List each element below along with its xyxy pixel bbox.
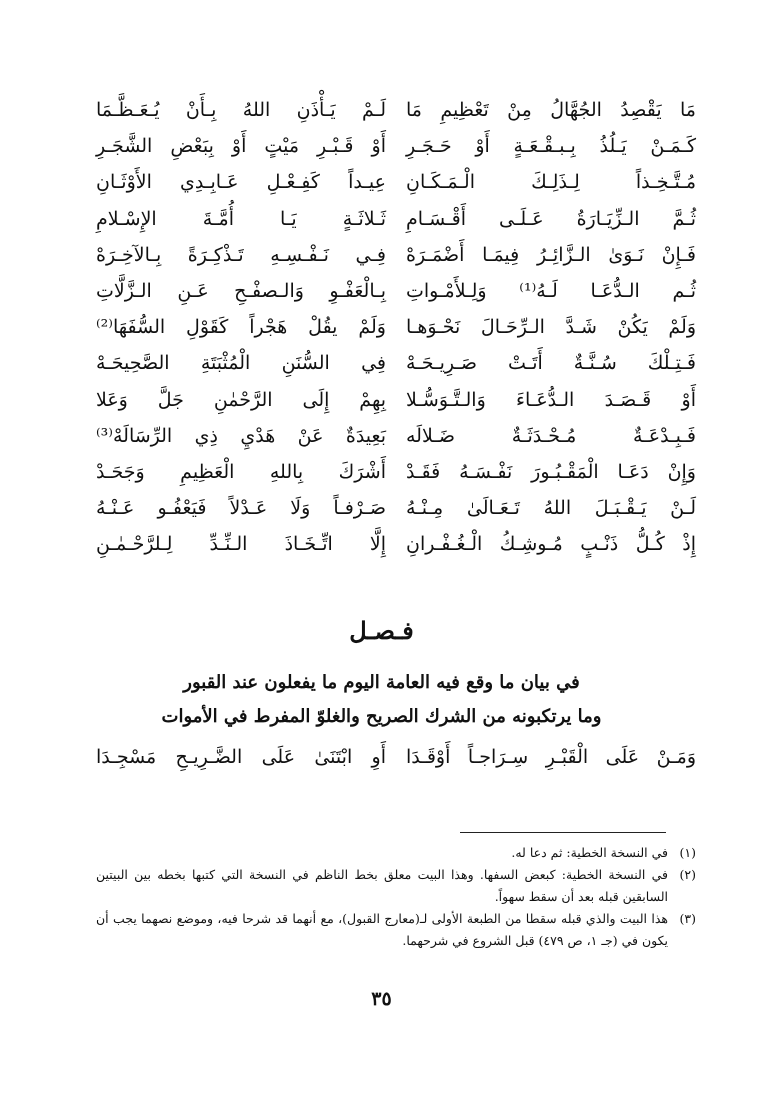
footnote (96, 864, 696, 908)
footnote (96, 842, 696, 864)
verse-row (96, 418, 696, 454)
footnote-number: (١) (679, 845, 696, 860)
verse-first-hemistich: مَا يَقْصِدُ الجُهَّالُ مِنْ تَعْظِيمِ مَا (406, 99, 696, 122)
footnote-number: (٣) (679, 911, 696, 926)
section-heading: فـصـل (349, 616, 414, 645)
verse-first-hemistich: مُـتَّـخِـذاً لِـذَلِـكَ الْـمَـكَـانِ (406, 171, 696, 194)
verse-second-hemistich: عِيـداً كَفِـعْـلِ عَـابِـدِي الأَوْثَـانِ (96, 171, 386, 194)
verse-row (96, 382, 696, 418)
verse-second-hemistich: أَوْ قَـبْـرِ مَيْتٍ أَوْ بِبَعْضِ الشَّجَـرِ (96, 135, 386, 158)
footnote-separator (460, 832, 666, 833)
verse-first-hemistich: وَإِنْ دَعَـا الْمَقْـبُـورَ نَفْـسَـهُ فَقَـدْ (406, 460, 696, 483)
verse-row (96, 490, 696, 526)
section-opening-verse (96, 746, 696, 768)
verse-second-hemistich: وَلَمْ يقُلْ هَجْراً كَقَوْلِ السُّفَهَا⁽²⁾ (96, 316, 386, 339)
verse-second-hemistich: لَـمْ يَـأْذَنِ اللهُ بِـأَنْ يُـعَـظَّـمَا (96, 99, 386, 122)
footnote-text: في النسخة الخطية: ثم دعا له. (511, 845, 668, 860)
footnote-text: هذا البيت والذي قبله سقطا من الطبعة الأولى لـ(معارج القبول)، مع أنهما قد شرحا فيه، وموضع نصهما يجب أن يكون في (جـ ١، ص ٤٧٩) قبل الشروع في شرحهما. (96, 911, 668, 948)
verse-second-hemistich: أَشْرَكَ بِاللهِ الْعَظِيمِ وَجَحَـدْ (96, 460, 386, 483)
verse-second-hemistich: فِـي نَـفْـسِـهِ تَـذْكِـرَةً بِـالآخِـرَهْ (96, 243, 386, 266)
section-subtitle-1: في بيان ما وقع فيه العامة اليوم ما يفعلون عند القبور (183, 672, 580, 693)
verse-row (96, 309, 696, 345)
verse-first-hemistich: أَوْ قَـصَـدَ الـدُّعَـاءَ وَالـتَّـوَسُّـلا (406, 388, 696, 411)
verse-row (96, 237, 696, 273)
verse-second-hemistich: ثَـلاثَـةٍ يَـا أُمَّـةَ الإِسْـلامِ (96, 207, 386, 230)
verse-first-hemistich: لَـنْ يَـقْـبَـلَ اللهُ تَـعَـالَىٰ مِـنْـهُ (406, 497, 696, 520)
verse-second-hemistich: بَعِيدَةٌ عَنْ هَدْيِ ذِي الرِّسَالَهْ⁽³⁾ (96, 424, 386, 447)
verse-first-hemistich: فَـبِـدْعَـةٌ مُـحْـدَثَـةٌ ضَـلالَه (406, 424, 696, 447)
verse-first-hemistich: فَـإِنْ نَـوَىٰ الـزَّائِـرُ فِيمَـا أَضْمَـرَهْ (406, 243, 696, 266)
verse-second-hemistich: بِهِمْ إِلَى الرَّحْمٰنِ جَلَّ وَعَلا (96, 388, 386, 411)
section-subtitle-2: وما يرتكبونه من الشرك الصريح والغلوّ المفرط في الأموات (161, 706, 602, 727)
verse-first-hemistich: ثُـم الـدُّعَـا لَـهُ⁽¹⁾ وَلِـلأَمْـواتِ (406, 280, 696, 303)
verse-first-hemistich: كَـمَـنْ يَـلُذُ بِـبـقْـعَـةٍ أَوْ حَـجَـرِ (406, 135, 696, 158)
footnote-number: (٢) (679, 867, 696, 882)
verse-first-hemistich: وَلَمْ يَكُنْ شَـدَّ الـرِّحَـالَ نَحْـوَهـا (406, 316, 696, 339)
page-number: ٣٥ (371, 988, 392, 1010)
footnote (96, 908, 696, 952)
opening-verse-first-hemistich: وَمَـنْ عَلَى الْقَبْـرِ سِـرَاجـاً أَوْقَـدَا (406, 746, 696, 768)
opening-verse-second-hemistich: أَوِ ابْتَنَىٰ عَلَى الضَّـرِيـحِ مَسْجِـدَا (96, 746, 386, 768)
verse-row (96, 128, 696, 164)
footnotes (96, 842, 696, 952)
verse-second-hemistich: إِلَّا اتِّـخَـاذَ الـنِّـدِّ لِـلرَّحْـمٰـنِ (96, 533, 386, 556)
verse-row (96, 164, 696, 200)
verse-second-hemistich: صَـرْفـاً وَلَا عَـدْلاً فَيَعْفُـو عَـنْـهُ (96, 497, 386, 520)
verse-row (96, 526, 696, 562)
footnote-text: في النسخة الخطية: كبعض السفها. وهذا البيت معلق بخط الناظم في النسخة التي كتبها بخطه بين البيتين السابقين قبله بعد أن سقط سهواً. (96, 867, 668, 904)
verse-second-hemistich: بِـالْعَفْـوِ وَالـصفْـحِ عَـنِ الـزَّلَّاتِ (96, 280, 386, 303)
verse-row (96, 201, 696, 237)
verse-second-hemistich: فِي السُّنَنِ الْمُثْبَتَةِ الصَّحِيحَـهْ (96, 352, 386, 375)
verse-first-hemistich: إِذْ كُـلُّ ذَنْـبٍ مُـوشِـكُ الْـغُـفْـرانِ (406, 533, 696, 556)
verse-row (96, 454, 696, 490)
verse-row (96, 345, 696, 381)
verse-first-hemistich: ثُـمَّ الـزِّيَـارَةُ عَـلَـى أَقْـسَـامِ (406, 207, 696, 230)
verse-row (96, 273, 696, 309)
verse-row (96, 92, 696, 128)
verse-first-hemistich: فَـتِـلْكَ سُـنَّـةٌ أَتَـتْ صَـرِيـحَـهْ (406, 352, 696, 375)
poem-verses (96, 92, 696, 562)
